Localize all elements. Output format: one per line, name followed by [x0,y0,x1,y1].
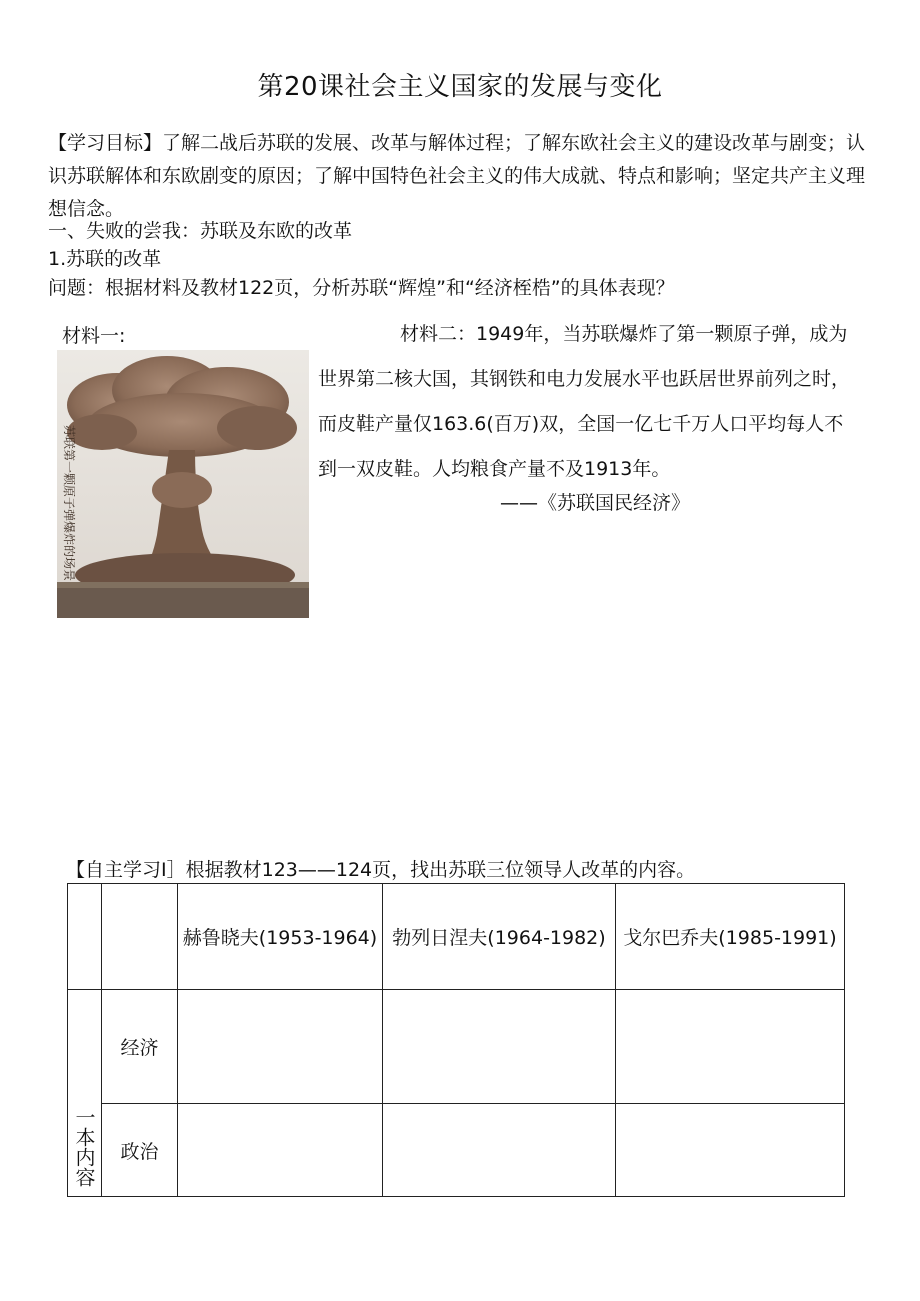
material1-label: 材料一: [62,325,126,347]
photo-caption: 苏联第一颗原子弹爆炸的场景 [62,425,76,582]
cell-politics-khrushchev[interactable] [178,1104,383,1197]
material2-text [318,312,870,492]
material2-line2: 世界第二核大国，其钢铁和电力发展水平也跃居世界前列之时， [318,368,851,390]
self-study-instruction: 【自主学习I］根据教材123——124页，找出苏联三位领导人改革的内容。 [66,859,696,881]
cell-politics-gorbachev[interactable] [616,1104,845,1197]
cell-politics-brezhnev[interactable] [383,1104,616,1197]
row-label-politics: 政治 [102,1104,178,1197]
reform-table [67,883,845,1197]
header-khrushchev: 赫鲁晓夫(1953-1964) [178,884,383,990]
section-heading: 一、失败的尝我：苏联及东欧的改革 [48,220,353,242]
material2-source: ——《苏联国民经济》 [500,492,691,514]
group-label-cell [68,990,102,1197]
header-gorbachev: 戈尔巴乔夫(1985-1991) [616,884,845,990]
material2-line4: 到一双皮鞋。人均粮食产量不及1913年。 [318,458,671,480]
cell-economy-khrushchev[interactable] [178,990,383,1104]
cell-economy-brezhnev[interactable] [383,990,616,1104]
atomic-bomb-photo [57,350,309,618]
learning-objectives: 【学习目标】了解二战后苏联的发展、改革与解体过程；了解东欧社会主义的建设改革与剧变；认识苏联解体和东欧剧变的原因；了解中国特色社会主义的伟大成就、特点和影响；坚定共产主义理想信念。 [48,132,866,220]
question-text: 问题：根据材料及教材122页，分析苏联“辉煌”和“经济桎梏”的具体表现？ [48,277,675,299]
material2-line3: 而皮鞋产量仅163.6(百万)双，全国一亿七千万人口平均每人不 [318,413,844,435]
row-label-economy: 经济 [102,990,178,1104]
header-blank-1 [68,884,102,990]
group-label: 一本内容 [72,1107,96,1187]
page-title: 第20课社会主义国家的发展与变化 [257,72,663,102]
mushroom-cloud-image [57,350,309,618]
header-brezhnev: 勃列日涅夫(1964-1982) [383,884,616,990]
cell-economy-gorbachev[interactable] [616,990,845,1104]
subsection-heading: 1.苏联的改革 [48,248,162,270]
header-blank-2 [102,884,178,990]
material2-line1: 材料二：1949年，当苏联爆炸了第一颗原子弹，成为 [400,323,848,345]
